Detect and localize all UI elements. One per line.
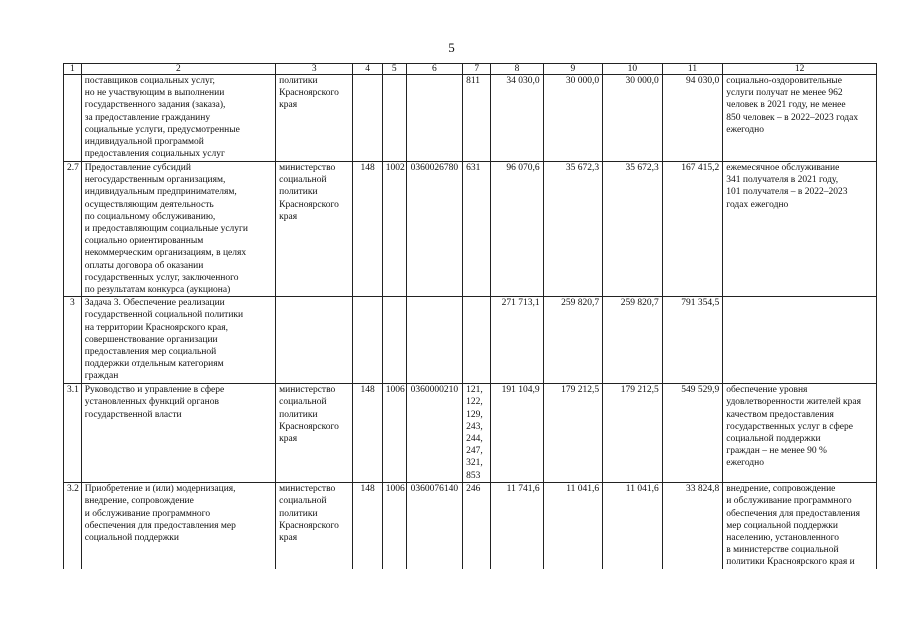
executor xyxy=(276,297,353,384)
amount-2022: 11 041,6 xyxy=(543,483,603,569)
column-header: 7 xyxy=(463,64,491,75)
row-number: 3.1 xyxy=(64,384,82,483)
column-header: 3 xyxy=(276,64,353,75)
column-header: 5 xyxy=(382,64,406,75)
executor: министерство социальной политики Красноярского края xyxy=(276,384,353,483)
amount-total: 33 824,8 xyxy=(662,483,723,569)
table-header-row xyxy=(64,64,877,75)
amount-2023: 259 820,7 xyxy=(603,297,663,384)
vr-code: 246 xyxy=(463,483,491,569)
amount-2021: 34 030,0 xyxy=(491,75,543,162)
amount-2022: 259 820,7 xyxy=(543,297,603,384)
rzpr-code xyxy=(382,75,406,162)
amount-2022: 179 212,5 xyxy=(543,384,603,483)
activity-name: поставщиков социальных услуг, но не участвующим в выполнении государственного задания (заказа), за предоставление гражданину социальные услуги, предусмотренные индивидуальной программой предоставления социальных услуг xyxy=(81,75,275,162)
column-header: 9 xyxy=(543,64,603,75)
amount-2022: 30 000,0 xyxy=(543,75,603,162)
column-header: 10 xyxy=(603,64,663,75)
grbs-code xyxy=(353,75,382,162)
expected-result: внедрение, сопровождение и обслуживание программного обеспечения для предоставления мер социальной поддержки населению, установленного в министерстве социальной политики Красноярского края и xyxy=(723,483,877,569)
expected-result: обеспечение уровня удовлетворенности жителей края качеством предоставления государственных услуг в сфере социальной поддержки граждан – не менее 90 % ежегодно xyxy=(723,384,877,483)
column-header: 1 xyxy=(64,64,82,75)
row-number: 2.7 xyxy=(64,162,82,297)
expected-result: социально-оздоровительные услуги получат не менее 962 человек в 2021 году, не менее 850 человек – в 2022–2023 годах ежегодно xyxy=(723,75,877,162)
amount-2023: 35 672,3 xyxy=(603,162,663,297)
amount-total: 549 529,9 xyxy=(662,384,723,483)
amount-total: 791 354,5 xyxy=(662,297,723,384)
vr-code xyxy=(463,297,491,384)
csr-code xyxy=(406,297,462,384)
table-row xyxy=(64,483,877,569)
page-number: 5 xyxy=(448,40,455,55)
rzpr-code: 1006 xyxy=(382,483,406,569)
rzpr-code: 1002 xyxy=(382,162,406,297)
expected-result xyxy=(723,297,877,384)
executor: министерство социальной политики Красноярского края xyxy=(276,162,353,297)
vr-code: 811 xyxy=(463,75,491,162)
grbs-code xyxy=(353,297,382,384)
rzpr-code: 1006 xyxy=(382,384,406,483)
table-row xyxy=(64,162,877,297)
vr-code: 631 xyxy=(463,162,491,297)
row-number xyxy=(64,75,82,162)
program-activities-table xyxy=(63,63,877,569)
amount-2021: 191 104,9 xyxy=(491,384,543,483)
rzpr-code xyxy=(382,297,406,384)
activity-name: Задача 3. Обеспечение реализации государственной социальной политики на территории Красноярского края, совершенствование организации предоставления мер социальной поддержки отдельным категориям граждан xyxy=(81,297,275,384)
executor: министерство социальной политики Красноярского края xyxy=(276,483,353,569)
vr-code: 121, 122, 129, 243, 244, 247, 321, 853 xyxy=(463,384,491,483)
amount-2023: 11 041,6 xyxy=(603,483,663,569)
activity-name: Предоставление субсидий негосударственным организациям, индивидуальным предпринимателям, осуществляющим деятельность по социальному обслуживанию, и предоставляющим социальные услуги социально ориентированным некоммерческим организациям, в целях оплаты договора об оказании государственных услуг, заключенного по результатам конкурса (аукциона) xyxy=(81,162,275,297)
csr-code xyxy=(406,75,462,162)
grbs-code: 148 xyxy=(353,483,382,569)
amount-total: 94 030,0 xyxy=(662,75,723,162)
grbs-code: 148 xyxy=(353,162,382,297)
activity-name: Руководство и управление в сфере установленных функций органов государственной власти xyxy=(81,384,275,483)
table-row xyxy=(64,297,877,384)
csr-code: 0360076140 xyxy=(406,483,462,569)
table-row xyxy=(64,75,877,162)
csr-code: 0360026780 xyxy=(406,162,462,297)
column-header: 8 xyxy=(491,64,543,75)
column-header: 4 xyxy=(353,64,382,75)
csr-code: 0360000210 xyxy=(406,384,462,483)
executor: политики Красноярского края xyxy=(276,75,353,162)
amount-2021: 271 713,1 xyxy=(491,297,543,384)
amount-2022: 35 672,3 xyxy=(543,162,603,297)
amount-2023: 30 000,0 xyxy=(603,75,663,162)
row-number: 3 xyxy=(64,297,82,384)
row-number: 3.2 xyxy=(64,483,82,569)
amount-2023: 179 212,5 xyxy=(603,384,663,483)
amount-2021: 11 741,6 xyxy=(491,483,543,569)
column-header: 11 xyxy=(662,64,723,75)
expected-result: ежемесячное обслуживание 341 получателя в 2021 году, 101 получателя – в 2022–2023 годах ежегодно xyxy=(723,162,877,297)
amount-2021: 96 070,6 xyxy=(491,162,543,297)
activity-name: Приобретение и (или) модернизация, внедрение, сопровождение и обслуживание программного обеспечения для предоставления мер социальной поддержки xyxy=(81,483,275,569)
table-row xyxy=(64,384,877,483)
amount-total: 167 415,2 xyxy=(662,162,723,297)
grbs-code: 148 xyxy=(353,384,382,483)
column-header: 6 xyxy=(406,64,462,75)
column-header: 2 xyxy=(81,64,275,75)
column-header: 12 xyxy=(723,64,877,75)
